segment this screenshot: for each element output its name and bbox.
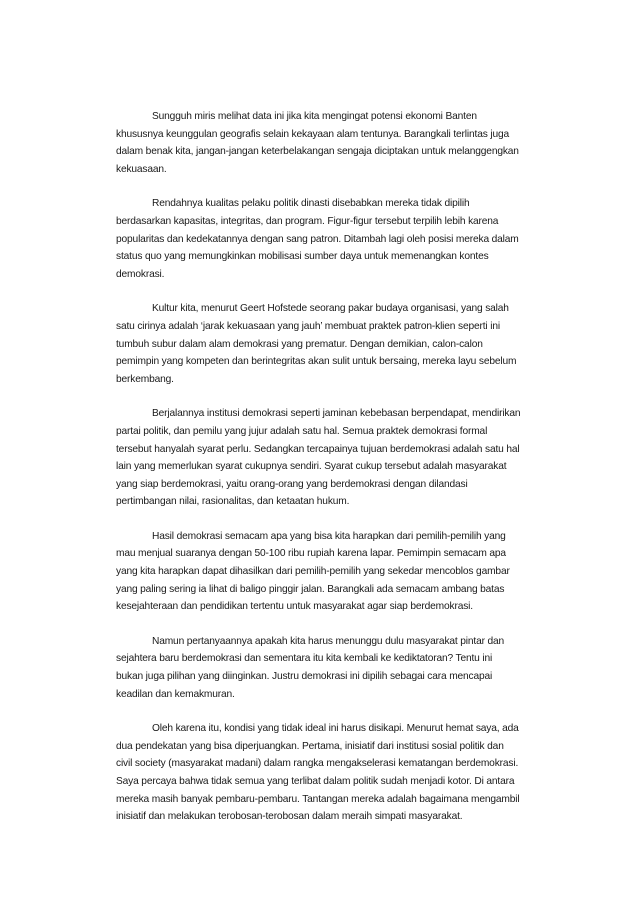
paragraph-line: dalam benak kita, jangan-jangan keterbelakangan sengaja diciptakan untuk melanggengkan — [116, 146, 519, 158]
paragraph-line: demokrasi. — [116, 268, 165, 280]
paragraph-line: berdasarkan kapasitas, integritas, dan program. Figur-figur tersebut terpilih lebih karena — [116, 215, 499, 227]
paragraph-line: pertimbangan nilai, rasionalitas, dan ketaatan hukum. — [116, 496, 350, 508]
paragraph-line: Kultur kita, menurut Geert Hofstede seorang pakar budaya organisasi, yang salah — [152, 303, 509, 315]
paragraph-line: yang kita harapkan dapat dihasilkan dari pemilih-pemilih yang sekedar mencoblos gambar — [116, 566, 510, 578]
paragraph-line: Oleh karena itu, kondisi yang tidak ideal ini harus disikapi. Menurut hemat saya, ada — [152, 723, 519, 735]
document-page — [116, 108, 534, 843]
paragraph-line: Sungguh miris melihat data ini jika kita mengingat potensi ekonomi Banten — [152, 111, 477, 122]
paragraph-line: Berjalannya institusi demokrasi seperti jaminan kebebasan berpendapat, mendirikan — [152, 408, 521, 420]
paragraph-line: sejahtera baru berdemokrasi dan sementara itu kita kembali ke kediktatoran? Tentu ini — [116, 653, 493, 665]
paragraph-line: tersebut hanyalah syarat perlu. Sedangkan tercapainya tujuan berdemokrasi adalah satu hal — [116, 443, 520, 455]
paragraph-line: yang siap berdemokrasi, yaitu orang-orang yang berdemokrasi dengan dilandasi — [116, 478, 468, 490]
paragraph-7 — [116, 720, 534, 826]
paragraph-line: Hasil demokrasi semacam apa yang bisa kita harapkan dari pemilih-pemilih yang — [152, 530, 506, 542]
paragraph-line: satu cirinya adalah ‘jarak kekuasaan yang jauh’ membuat praktek patron-klien seperti ini — [116, 320, 500, 332]
paragraph-line: bukan juga pilihan yang diinginkan. Justru demokrasi ini dipilih sebagai cara mencapai — [116, 671, 493, 683]
paragraph-line: Namun pertanyaannya apakah kita harus menunggu dulu masyarakat pintar dan — [152, 635, 505, 647]
paragraph-4 — [116, 405, 534, 511]
paragraph-line: dua pendekatan yang bisa diperjuangkan. Pertama, inisiatif dari institusi sosial politik dan — [116, 740, 504, 752]
paragraph-line: mereka masih banyak pembaru-pembaru. Tantangan mereka adalah bagaimana mengambil — [116, 793, 520, 805]
paragraph-line: kekuasaan. — [116, 163, 167, 175]
paragraph-line: lain yang memerlukan syarat cukupnya sendiri. Syarat cukup tersebut adalah masyarakat — [116, 461, 507, 473]
paragraph-line: berkembang. — [116, 373, 174, 385]
paragraph-line: khususnya keunggulan geografis selain kekayaan alam tentunya. Barangkali terlintas juga — [116, 128, 510, 140]
paragraph-line: status quo yang memungkinkan mobilisasi sumber daya untuk memenangkan kontes — [116, 251, 489, 263]
paragraph-line: keadilan dan kemakmuran. — [116, 688, 235, 700]
paragraph-line: popularitas dan kedekatannya dengan sang patron. Ditambah lagi oleh posisi mereka dalam — [116, 233, 519, 245]
paragraph-line: Rendahnya kualitas pelaku politik dinasti disebabkan mereka tidak dipilih — [152, 198, 470, 210]
paragraph-line: civil society (masyarakat madani) dalam rangka mengakselerasi kematangan berdemokrasi. — [116, 758, 519, 770]
paragraph-line: partai politik, dan pemilu yang jujur adalah satu hal. Semua praktek demokrasi formal — [116, 425, 488, 437]
paragraph-line: Saya percaya bahwa tidak semua yang terlibat dalam politik sudah menjadi kotor. Di antara — [116, 776, 515, 787]
paragraph-5 — [116, 528, 534, 616]
paragraph-6 — [116, 633, 534, 703]
paragraph-2 — [116, 195, 534, 283]
paragraph-line: mau menjual suaranya dengan 50-100 ribu rupiah karena lapar. Pemimpin semacam apa — [116, 548, 506, 560]
paragraph-line: tumbuh subur dalam alam demokrasi yang prematur. Dengan demikian, calon-calon — [116, 338, 483, 350]
paragraph-3 — [116, 300, 534, 388]
paragraph-1 — [116, 108, 534, 178]
paragraph-line: yang paling sering ia lihat di baligo pinggir jalan. Barangkali ada semacam ambang batas — [116, 583, 505, 595]
paragraph-line: pemimpin yang kompeten dan berintegritas akan sulit untuk bersaing, mereka layu sebelum — [116, 356, 517, 368]
paragraph-line: inisiatif dan melakukan terobosan-terobosan dalam meraih simpati masyarakat. — [116, 811, 463, 823]
paragraph-line: kesejahteraan dan pendidikan tertentu untuk masyarakat agar siap berdemokrasi. — [116, 601, 473, 613]
